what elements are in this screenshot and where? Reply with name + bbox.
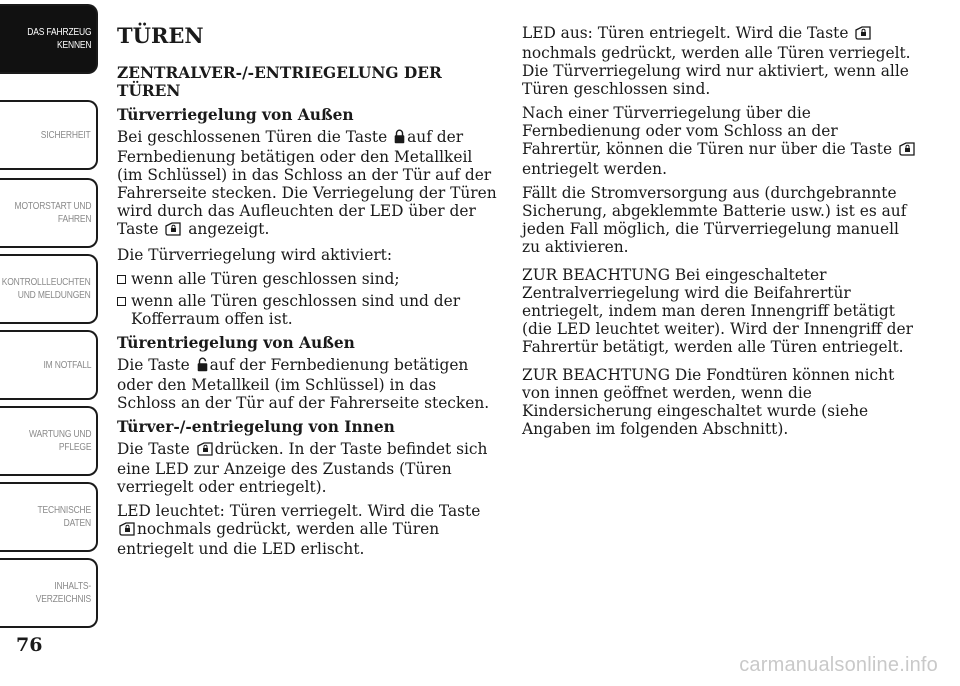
door-lock-button-icon: [197, 442, 213, 460]
checkbox-bullet-icon: [117, 275, 126, 284]
padlock-open-icon: [197, 357, 208, 376]
text: nochmals gedrückt, werden alle Türen verriegelt. Die Türverriegelung wird nur aktiviert, wenn alle Türen geschlossen sind.: [522, 44, 911, 98]
text: auf der Fernbedienung betätigen oder den Metallkeil (im Schlüssel) in das Schloss an der Tür auf der Fahrerseite stecken.: [117, 356, 490, 412]
tab-sicherheit[interactable]: [0, 100, 98, 170]
checkbox-bullet-icon: [117, 297, 126, 306]
text: Nach einer Türverriegelung über die Fernbedienung oder vom Schloss an der Fahrertür, können die Türen nur über die Taste: [522, 104, 893, 158]
right-column: [522, 24, 917, 444]
paragraph: [522, 24, 917, 98]
text: LED leuchtet: Türen verriegelt. Wird die Taste: [117, 502, 481, 520]
text: Die Taste: [117, 356, 190, 374]
door-lock-button-icon: [165, 222, 181, 240]
text: Die Taste: [117, 440, 190, 458]
tab-inhaltsverzeichnis[interactable]: [0, 558, 98, 628]
subheading-lock-outside: Türverriegelung von Außen: [117, 106, 354, 124]
chapter-sidebar: [0, 0, 100, 686]
paragraph: [117, 502, 497, 558]
tab-kontrollleuchten-und-meldungen[interactable]: [0, 254, 98, 324]
subheading-lock-inside: Türver-/-entriegelung von Innen: [117, 418, 395, 436]
door-lock-button-icon: [899, 142, 915, 160]
door-lock-button-icon: [855, 26, 871, 44]
page-number: 76: [16, 634, 43, 656]
note-paragraph: ZUR BEACHTUNG Bei eingeschalteter Zentralverriegelung wird die Beifahrertür entriegelt, indem man deren Innengriff betätigt (die LED leuchtet weiter). Wird der Innengriff der Fahrertür betätigt, werden alle Türen entriegelt.: [522, 266, 913, 356]
watermark: carmanualsonline.info: [739, 654, 938, 676]
subheading-unlock-outside: Türentriegelung von Außen: [117, 334, 355, 352]
paragraph: [117, 356, 497, 412]
list-item: [117, 270, 497, 288]
text: entriegelt werden.: [522, 160, 667, 178]
left-column: [117, 24, 497, 564]
paragraph: [117, 128, 497, 240]
tab-das-fahrzeug-kennen[interactable]: [0, 4, 98, 74]
tab-label: DAS FAHRZEUG KENNEN: [26, 27, 91, 51]
tab-label: INHALTS- VERZEICHNIS: [35, 581, 91, 605]
tab-im-notfall[interactable]: [0, 330, 98, 400]
text: angezeigt.: [188, 220, 270, 238]
tab-label: MOTORSTART UND FAHREN: [14, 201, 91, 225]
padlock-icon: [394, 129, 405, 148]
list-item-text: wenn alle Türen geschlossen sind und der Kofferraum offen ist.: [131, 292, 461, 328]
tab-label: KONTROLLLEUCHTEN UND MELDUNGEN: [2, 277, 91, 301]
door-lock-button-icon: [119, 522, 135, 540]
note-paragraph: ZUR BEACHTUNG Die Fondtüren können nicht von innen geöffnet werden, wenn die Kindersicherung eingeschaltet wurde (siehe Angaben im folgenden Abschnitt).: [522, 366, 895, 438]
paragraph: Die Türverriegelung wird aktiviert:: [117, 246, 393, 264]
tab-label: WARTUNG UND PFLEGE: [28, 429, 91, 453]
text: Bei geschlossenen Türen die Taste: [117, 128, 388, 146]
tab-label: SICHERHEIT: [41, 129, 91, 141]
paragraph: [117, 440, 497, 496]
tab-motorstart-und-fahren[interactable]: [0, 178, 98, 248]
text: LED aus: Türen entriegelt. Wird die Taste: [522, 24, 849, 42]
text: drücken. In der Taste befindet sich eine LED zur Anzeige des Zustands (Türen verriegelt oder entriegelt).: [117, 440, 488, 496]
paragraph: [522, 104, 917, 178]
list-item: [117, 292, 497, 328]
paragraph: Fällt die Stromversorgung aus (durchgebrannte Sicherung, abgeklemmte Batterie usw.) ist es auf jeden Fall möglich, die Türverriegelung manuell zu aktivieren.: [522, 184, 907, 256]
tab-technische-daten[interactable]: [0, 482, 98, 552]
list-item-text: wenn alle Türen geschlossen sind;: [131, 270, 400, 288]
tab-wartung-und-pflege[interactable]: [0, 406, 98, 476]
text: nochmals gedrückt, werden alle Türen entriegelt und die LED erlischt.: [117, 520, 440, 558]
tab-label: IM NOTFALL: [43, 359, 91, 371]
section-heading: ZENTRALVER-/-ENTRIEGELUNG DER TÜREN: [117, 64, 442, 100]
page-title: TÜREN: [117, 23, 204, 48]
tab-label: TECHNISCHE DATEN: [37, 505, 91, 529]
text: auf der Fernbedienung betätigen oder den Metallkeil (im Schlüssel) in das Schloss an der Tür auf der Fahrerseite stecken. Die Verriegelung der Türen wird durch das Aufleuchten der LED über der Taste: [117, 128, 497, 238]
